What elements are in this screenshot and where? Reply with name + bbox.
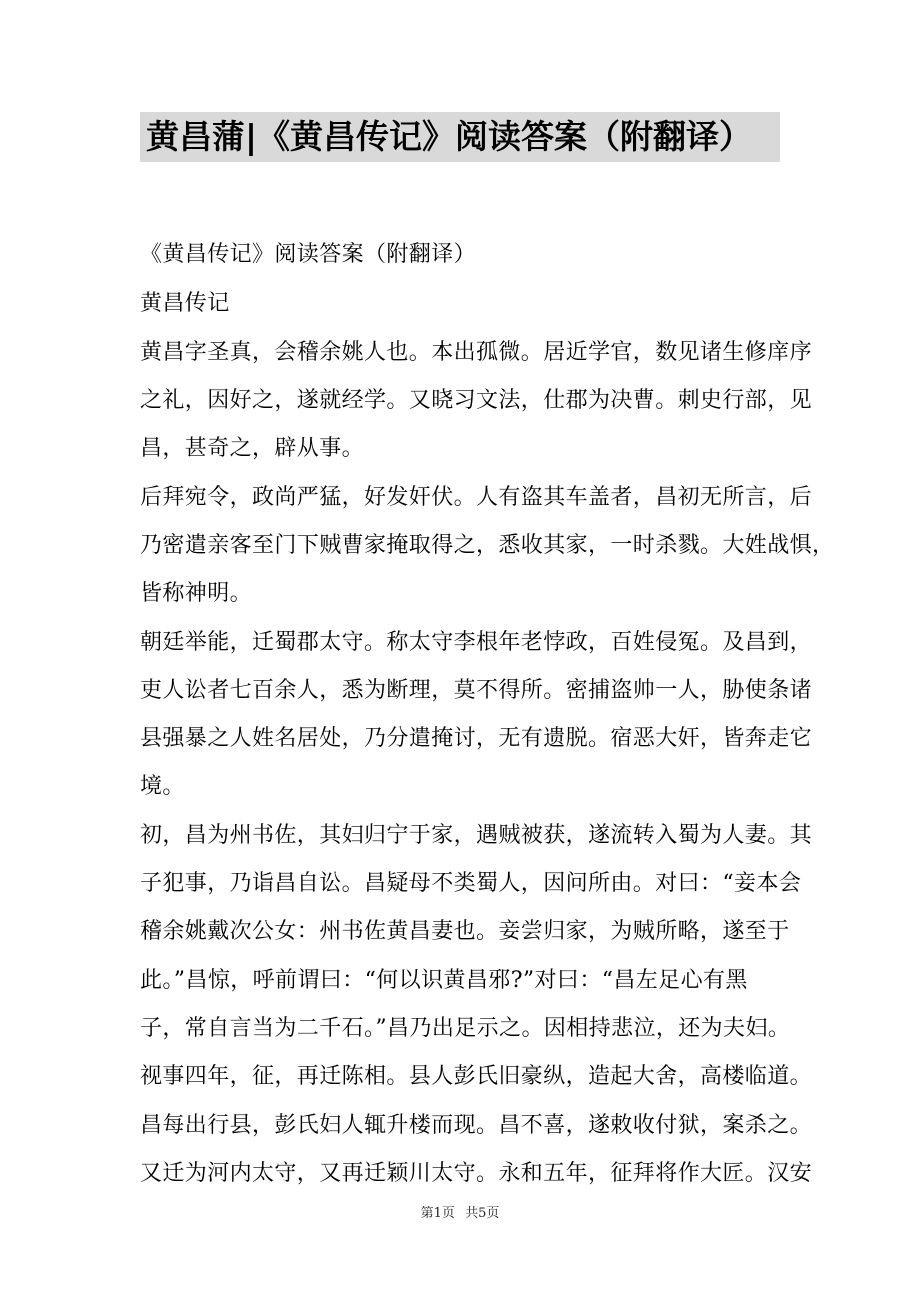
- page-number: 第1页: [420, 1206, 455, 1221]
- section-heading: 黄昌传记: [140, 291, 230, 316]
- text-line: 又迁为河内太守，又再迁颖川太守。永和五年，征拜将作大匠。汉安: [140, 1161, 813, 1186]
- text-line: 稽余姚戴次公女：州书佐黄昌妻也。妾尝归家，为贼所略，遂至于: [140, 919, 790, 944]
- document-title: 黄昌蒲|《黄昌传记》阅读答案（附翻译）: [146, 117, 753, 156]
- text-line: 之礼，因好之，遂就经学。又晓习文法，仕郡为决曹。刺史行部，见: [140, 388, 813, 413]
- text-line: 县强暴之人姓名居处，乃分遣掩讨，无有遗脱。宿恶大奸，皆奔走它: [140, 726, 813, 751]
- text-line: 子，常自言当为二千石。”昌乃出足示之。因相持悲泣，还为夫妇。: [140, 1016, 791, 1041]
- text-line: 乃密遣亲客至门下贼曹家掩取得之，悉收其家，一时杀戮。大姓战惧，: [140, 533, 835, 558]
- text-line: 视事四年，征，再迁陈相。县人彭氏旧豪纵，造起大舍，高楼临道。: [140, 1064, 813, 1089]
- page-footer: [0, 1206, 920, 1222]
- text-line: 昌，甚奇之，辟从事。: [140, 436, 365, 461]
- title-highlight: [140, 112, 780, 162]
- text-line: 昌每出行县，彭氏妇人辄升楼而现。昌不喜，遂敕收付狱，案杀之。: [140, 1113, 813, 1138]
- text-line: 此。”昌惊，呼前谓曰：“何以识黄昌邪?”对曰：“昌左足心有黑: [140, 968, 748, 993]
- text-line: 皆称神明。: [140, 581, 253, 606]
- subtitle: 《黄昌传记》阅读答案（附翻译）: [140, 242, 477, 267]
- text-line: 境。: [140, 774, 185, 799]
- page-total: 共5页: [465, 1206, 500, 1221]
- text-line: 子犯事，乃诣昌自讼。昌疑母不类蜀人，因问所由。对曰：“妾本会: [140, 871, 802, 896]
- text-line: 朝廷举能，迁蜀郡太守。称太守李根年老悖政，百姓侵冤。及昌到，: [140, 630, 813, 655]
- text-line: 后拜宛令，政尚严猛，好发奸伏。人有盗其车盖者，昌初无所言，后: [140, 485, 813, 510]
- text-line: 吏人讼者七百余人，悉为断理，莫不得所。密捕盗帅一人，胁使条诸: [140, 678, 813, 703]
- text-line: 初，昌为州书佐，其妇归宁于家，遇贼被获，遂流转入蜀为人妻。其: [140, 823, 813, 848]
- text-line: 黄昌字圣真，会稽余姚人也。本出孤微。居近学官，数见诸生修庠序: [140, 340, 813, 365]
